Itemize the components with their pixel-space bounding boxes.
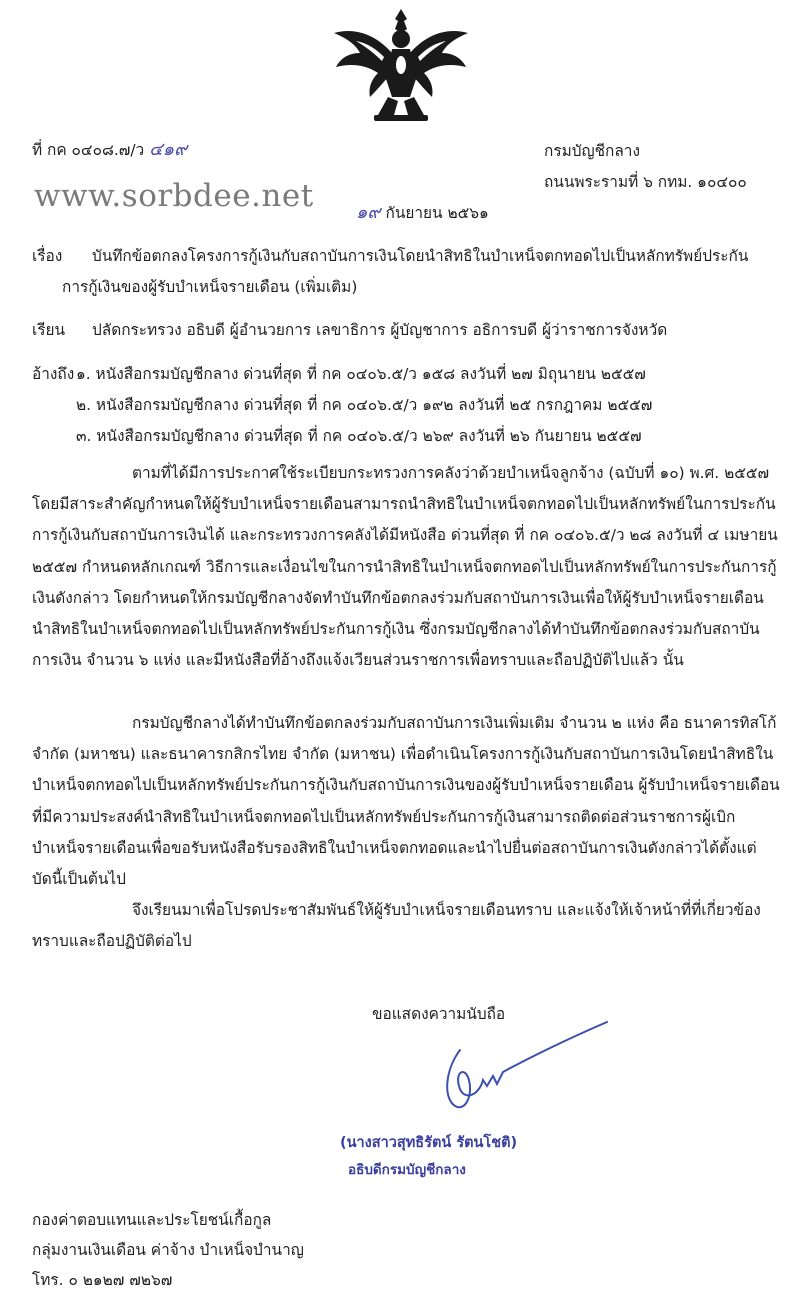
signature-mark — [425, 1010, 615, 1120]
reference-item-2: ๒. หนังสือกรมบัญชีกลาง ด่วนที่สุด ที่ กค ๐๔๐๖.๕/ว ๑๙๒ ลงวันที่ ๒๕ กรกฎาคม ๒๕๕๗ — [76, 396, 653, 414]
garuda-emblem — [326, 5, 476, 125]
recipients: ปลัดกระทรวง อธิบดี ผู้อำนวยการ เลขาธิการ ผู้บัญชาการ อธิการบดี ผู้ว่าราชการจังหวัด — [92, 321, 668, 339]
body-paragraph-3 — [32, 895, 782, 957]
signatory-name: (นางสาวสุทธิรัตน์ รัตนโชติ) — [340, 1135, 518, 1151]
letter-date — [356, 203, 489, 223]
handwritten-reference-number: ๔๑๙ — [149, 139, 188, 160]
subject-line-2: การกู้เงินของผู้รับบำเหน็จรายเดือน (เพิ่มเติม) — [62, 278, 358, 296]
body-paragraph-1-text: ตามที่ได้มีการประกาศใช้ระเบียบกระทรวงการคลังว่าด้วยบำเหน็จลูกจ้าง (ฉบับที่ ๑๐) พ.ศ. ๒๕๕๗ โดยมีสาระสำคัญกำหนดให้ผู้รับบำเหน็จรายเดือนสามารถนำสิทธิในบำเหน็จตกทอดไปเป็นหลักทรัพย์ในการประกันการกู้เงินกับสถาบันการเงินได้ และกระทรวงการคลังได้มีหนังสือ ด่วนที่สุด ที่ กค ๐๔๐๖.๕/ว ๒๘ ลงวันที่ ๔ เมษายน ๒๕๕๗ กำหนดหลักเกณฑ์ วิธีการและเงื่อนไขในการนำสิทธิในบำเหน็จตกทอดไปเป็นหลักทรัพย์ในการประกันการกู้เงินดังกล่าว โดยกำหนดให้กรมบัญชีกลางจัดทำบันทึกข้อตกลงร่วมกับสถาบันการเงินเพื่อให้ผู้รับบำเหน็จรายเดือนนำสิทธิในบำเหน็จตกทอดไปเป็นหลักทรัพย์ประกันการกู้เงิน ซึ่งกรมบัญชีกลางได้ทำบันทึกข้อตกลงร่วมกับสถาบันการเงิน จำนวน ๖ แห่ง และมีหนังสือที่อ้างถึงแจ้งเวียนส่วนราชการเพื่อทราบและถือปฏิบัติไปแล้ว นั้น — [32, 464, 778, 670]
closing-phrase: ขอแสดงความนับถือ — [372, 1005, 506, 1023]
footer-group: กลุ่มงานเงินเดือน ค่าจ้าง บำเหน็จบำนาญ — [32, 1241, 304, 1259]
subject-label: เรื่อง — [32, 247, 63, 265]
footer-phone: โทร. ๐ ๒๑๒๗ ๗๒๖๗ — [32, 1271, 173, 1289]
body-paragraph-3-text: จึงเรียนมาเพื่อโปรดประชาสัมพันธ์ให้ผู้รับบำเหน็จรายเดือนทราบ และแจ้งให้เจ้าหน้าที่ที่เกี่ยวข้องทราบและถือปฏิบัติต่อไป — [32, 901, 761, 951]
body-paragraph-2-text: กรมบัญชีกลางได้ทำบันทึกข้อตกลงร่วมกับสถาบันการเงินเพิ่มเติม จำนวน ๒ แห่ง คือ ธนาคารทิสโก้ จำกัด (มหาชน) และธนาคารกสิกรไทย จำกัด (มหาชน) เพื่อดำเนินโครงการกู้เงินกับสถาบันการเงินโดยนำสิทธิในบำเหน็จตกทอดไปเป็นหลักทรัพย์ประกันการกู้เงินกับสถาบันการเงินของผู้รับบำเหน็จรายเดือน ผู้รับบำเหน็จรายเดือนที่มีความประสงค์นำสิทธิในบำเหน็จตกทอดไปเป็นหลักทรัพย์ประกันการกู้เงินสามารถติดต่อส่วนราชการผู้เบิกบำเหน็จรายเดือนเพื่อขอรับหนังสือรับรองสิทธิในบำเหน็จตกทอดและนำไปยื่นต่อสถาบันการเงินดังกล่าวได้ตั้งแต่บัดนี้เป็นต้นไป — [32, 714, 780, 889]
department-address: ถนนพระรามที่ ๖ กทม. ๑๐๔๐๐ — [544, 173, 747, 191]
footer-office: กองค่าตอบแทนและประโยชน์เกื้อกูล — [32, 1211, 272, 1229]
reference-prefix: ที่ กค ๐๔๐๘.๗/ว — [32, 141, 145, 159]
reference-item-1: ๑. หนังสือกรมบัญชีกลาง ด่วนที่สุด ที่ กค ๐๔๐๖.๕/ว ๑๕๘ ลงวันที่ ๒๗ มิถุนายน ๒๕๕๗ — [76, 365, 646, 383]
reference-item-3: ๓. หนังสือกรมบัญชีกลาง ด่วนที่สุด ที่ กค ๐๔๐๖.๕/ว ๒๖๙ ลงวันที่ ๒๖ กันยายน ๒๕๕๗ — [76, 427, 642, 445]
subject-line-1: บันทึกข้อตกลงโครงการกู้เงินกับสถาบันการเงินโดยนำสิทธิในบำเหน็จตกทอดไปเป็นหลักทรัพย์ประกัน — [92, 247, 749, 265]
date-month-year: กันยายน ๒๕๖๑ — [385, 204, 489, 222]
reference-number — [32, 140, 187, 160]
department-name: กรมบัญชีกลาง — [544, 142, 640, 160]
salutation-label: เรียน — [32, 321, 66, 339]
signatory-title: อธิบดีกรมบัญชีกลาง — [348, 1162, 466, 1178]
body-paragraph-2 — [32, 708, 782, 895]
body-paragraph-1 — [32, 458, 782, 676]
references-label: อ้างถึง — [32, 365, 75, 383]
site-watermark: www.sorbdee.net — [34, 178, 314, 214]
handwritten-date-day: ๑๙ — [356, 202, 381, 223]
